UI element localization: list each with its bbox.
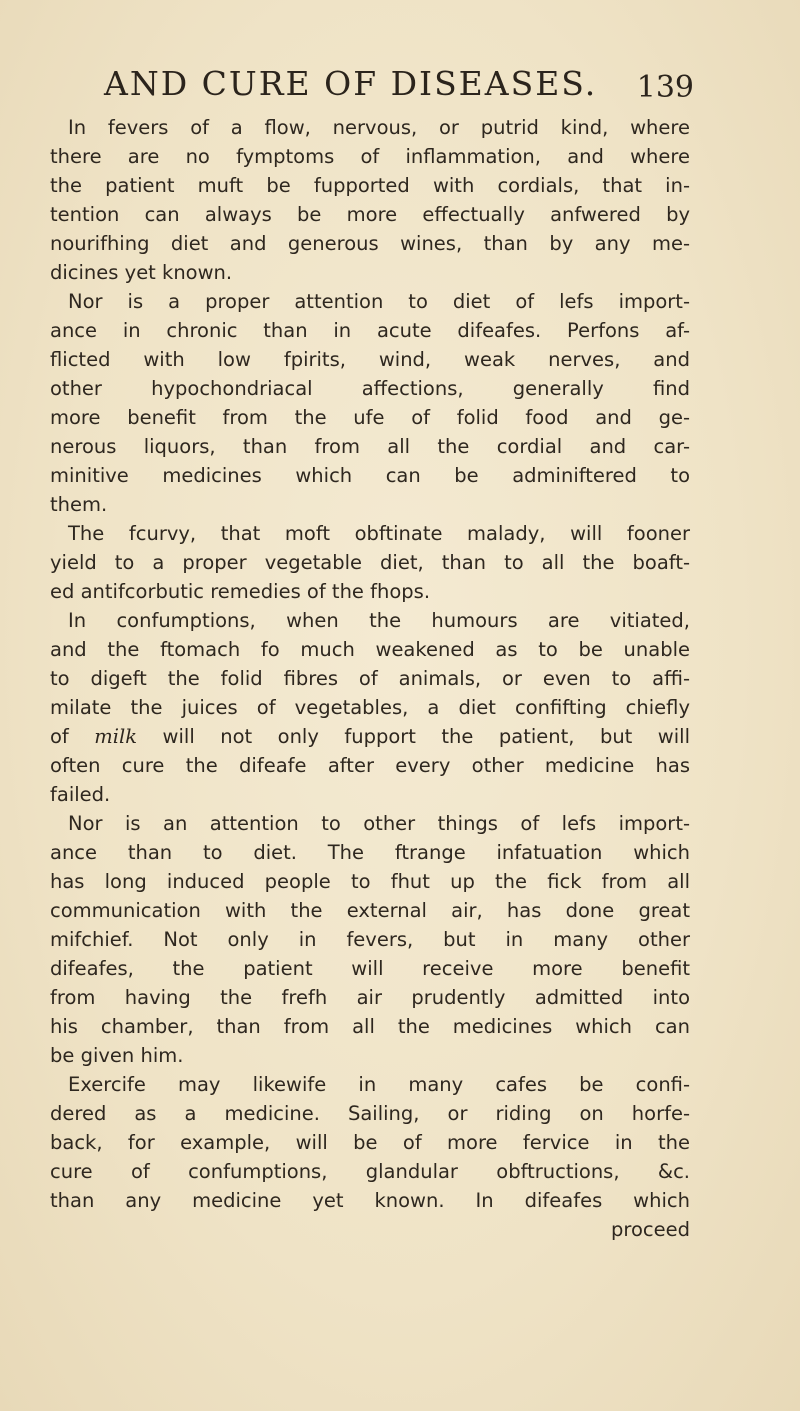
text-line: difeafes, the patient will receive more benefit — [50, 957, 690, 980]
text-line: often cure the difeafe after every other medicine has — [50, 754, 690, 777]
text-line: yield to a proper vegetable diet, than to all the boaft- — [50, 551, 690, 574]
text-line: Nor is an attention to other things of lefs import- — [68, 812, 690, 835]
text-segment: will not only fupport the patient, but will — [162, 725, 691, 748]
text-line: ance than to diet. The ftrange infatuation which — [50, 841, 690, 864]
text-line: Exercife may likewife in many cafes be confi- — [68, 1073, 690, 1096]
text-line: The fcurvy, that moft obftinate malady, will fooner — [68, 522, 690, 545]
text-line: nerous liquors, than from all the cordial and car- — [50, 435, 690, 458]
text-line: has long induced people to fhut up the fick from all — [50, 870, 690, 893]
text-line: other hypochondriacal affections, generally find — [50, 377, 690, 400]
text-line: proceed — [611, 1218, 690, 1241]
text-line: dered as a medicine. Sailing, or riding on horfe- — [50, 1102, 690, 1125]
text-line: and the ftomach fo much weakened as to be unable — [50, 638, 690, 661]
running-title: AND CURE OF DISEASES. — [104, 64, 598, 103]
text-line — [50, 722, 690, 751]
text-line: mifchief. Not only in fevers, but in many other — [50, 928, 690, 951]
text-line: be given him. — [50, 1044, 184, 1067]
text-line: ance in chronic than in acute difeafes. Perfons af- — [50, 319, 690, 342]
text-line: Nor is a proper attention to diet of lefs import- — [68, 290, 690, 313]
page-header — [104, 62, 694, 106]
text-line: flicted with low fpirits, wind, weak nerves, and — [50, 348, 690, 371]
text-line: In confumptions, when the humours are vitiated, — [68, 609, 690, 632]
text-line: the patient muft be fupported with cordials, that in- — [50, 174, 690, 197]
text-line: cure of confumptions, glandular obftructions, &c. — [50, 1160, 690, 1183]
text-line: minitive medicines which can be adminiftered to — [50, 464, 690, 487]
text-line: his chamber, than from all the medicines which can — [50, 1015, 690, 1038]
text-line: from having the frefh air prudently admitted into — [50, 986, 690, 1009]
text-line: failed. — [50, 783, 111, 806]
text-line: In fevers of a flow, nervous, or putrid kind, where — [68, 116, 690, 139]
page-number: 139 — [636, 70, 694, 105]
body-text — [50, 113, 690, 1244]
text-line: ed antifcorbutic remedies of the fhops. — [50, 580, 431, 603]
text-line: than any medicine yet known. In difeafes which — [50, 1189, 690, 1212]
text-line: them. — [50, 493, 108, 516]
text-line: communication with the external air, has done great — [50, 899, 690, 922]
text-line: to digeft the folid fibres of animals, or even to affi- — [50, 667, 690, 690]
text-line: more benefit from the ufe of folid food and ge- — [50, 406, 690, 429]
text-line: there are no fymptoms of inflammation, and where — [50, 145, 690, 168]
text-segment: of — [50, 725, 69, 748]
text-line: dicines yet known. — [50, 261, 233, 284]
text-line: milate the juices of vegetables, a diet confifting chiefly — [50, 696, 690, 719]
italic-word: milk — [94, 725, 138, 748]
text-line: nourifhing diet and generous wines, than by any me- — [50, 232, 690, 255]
text-line: tention can always be more effectually anfwered by — [50, 203, 690, 226]
text-line: back, for example, will be of more fervice in the — [50, 1131, 690, 1154]
